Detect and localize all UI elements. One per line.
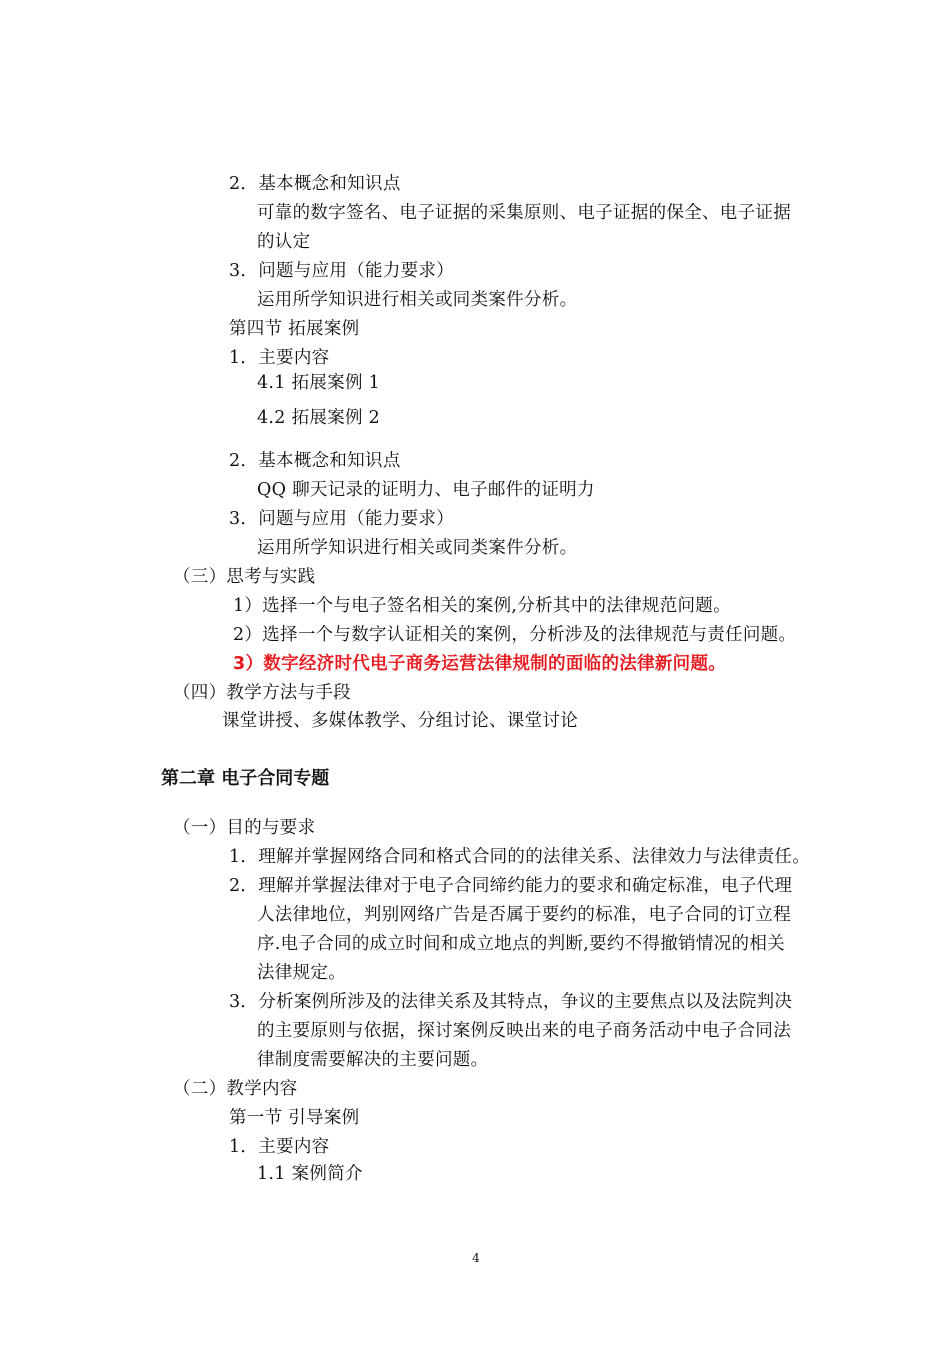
text-line: 运用所学知识进行相关或同类案件分析。 xyxy=(257,290,578,310)
text-line: 3．问题与应用（能力要求） xyxy=(229,509,455,529)
text-line: 运用所学知识进行相关或同类案件分析。 xyxy=(257,538,578,558)
text-line: 人法律地位，判别网络广告是否属于要约的标准，电子合同的订立程 xyxy=(257,905,791,925)
section-heading: 第一节 引导案例 xyxy=(229,1108,360,1128)
text-line: 1.1 案例简介 xyxy=(257,1164,363,1184)
text-line: 课堂讲授、多媒体教学、分组讨论、课堂讨论 xyxy=(222,711,578,731)
chapter-title: 第二章 电子合同专题 xyxy=(161,768,330,789)
text-line: 律制度需要解决的主要问题。 xyxy=(257,1050,489,1070)
text-line: 1．主要内容 xyxy=(229,348,330,368)
section-heading: （一）目的与要求 xyxy=(173,818,316,838)
text-line: 1．理解并掌握网络合同和格式合同的的法律关系、法律效力与法律责任。 xyxy=(229,847,811,867)
text-line: 的主要原则与依据，探讨案例反映出来的电子商务活动中电子合同法 xyxy=(257,1021,791,1041)
section-heading: 第四节 拓展案例 xyxy=(229,319,360,339)
text-line: 1．主要内容 xyxy=(229,1137,330,1157)
text-line: 序.电子合同的成立时间和成立地点的判断,要约不得撤销情况的相关 xyxy=(257,934,785,954)
text-line: 4.2 拓展案例 2 xyxy=(257,408,381,428)
text-line: 1）选择一个与电子签名相关的案例,分析其中的法律规范问题。 xyxy=(233,596,731,616)
section-heading: （二）教学内容 xyxy=(173,1079,298,1099)
text-line: QQ 聊天记录的证明力、电子邮件的证明力 xyxy=(257,480,595,500)
text-line: 法律规定。 xyxy=(257,963,346,983)
text-line: 2）选择一个与数字认证相关的案例，分析涉及的法律规范与责任问题。 xyxy=(233,625,797,645)
text-line: 2．基本概念和知识点 xyxy=(229,451,401,471)
text-line: 可靠的数字签名、电子证据的采集原则、电子证据的保全、电子证据 xyxy=(257,203,791,223)
highlighted-line: 3）数字经济时代电子商务运营法律规制的面临的法律新问题。 xyxy=(233,654,727,674)
page-number: 4 xyxy=(472,1251,480,1265)
text-line: 3．问题与应用（能力要求） xyxy=(229,261,455,281)
section-heading: （三）思考与实践 xyxy=(173,567,316,587)
text-line: 2．基本概念和知识点 xyxy=(229,174,401,194)
text-line: 4.1 拓展案例 1 xyxy=(257,373,381,393)
text-line: 3．分析案例所涉及的法律关系及其特点，争议的主要焦点以及法院判决 xyxy=(229,992,793,1012)
section-heading: （四）教学方法与手段 xyxy=(173,683,351,703)
text-line: 2．理解并掌握法律对于电子合同缔约能力的要求和确定标准，电子代理 xyxy=(229,876,793,896)
text-line: 的认定 xyxy=(257,232,311,252)
